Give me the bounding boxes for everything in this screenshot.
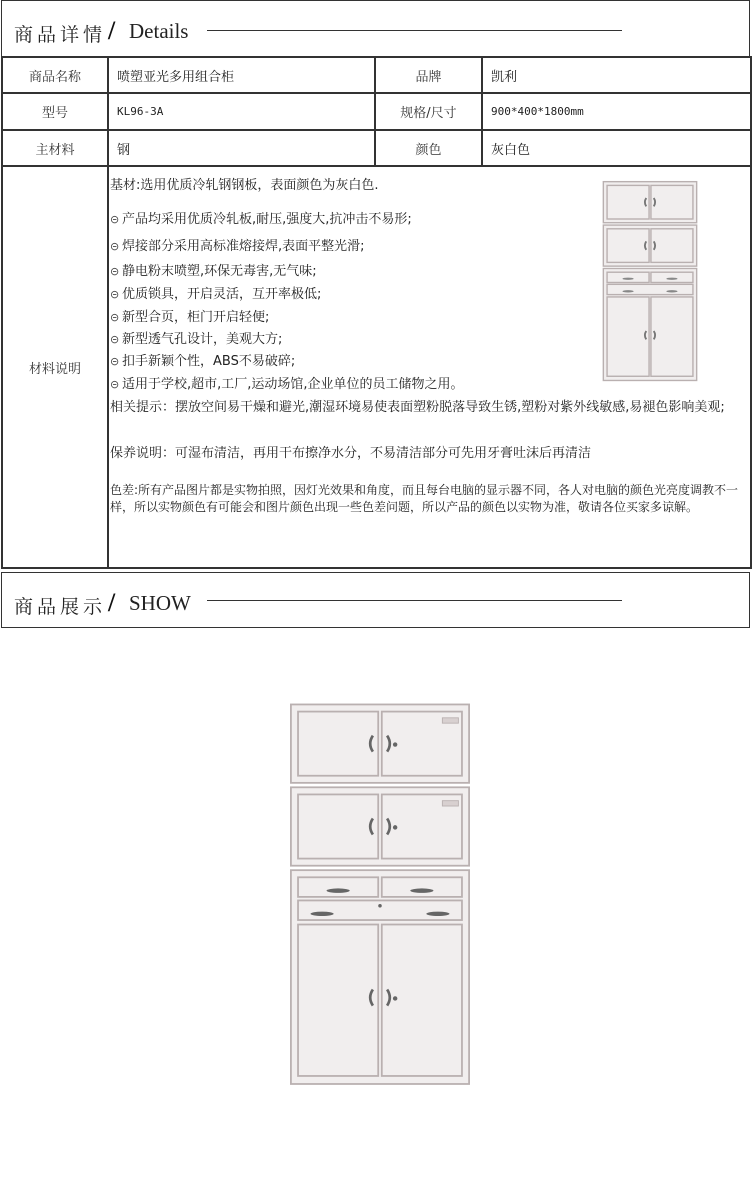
material-description-cell	[108, 166, 751, 568]
spec-table	[1, 56, 752, 569]
show-header-rule	[207, 600, 622, 601]
feature-item: ⊝ 新型合页，柜门开启轻便;	[110, 310, 270, 325]
feature-item: ⊝ 产品均采用优质冷轧板,耐压,强度大,抗冲击不易形;	[110, 212, 412, 227]
bullet-icon: ⊝	[110, 333, 120, 346]
show-section-header	[1, 572, 750, 628]
details-header-rule	[207, 30, 622, 31]
material-label: 材料说明	[2, 166, 108, 568]
feature-item: ⊝ 焊接部分采用高标准熔接焊,表面平整光滑;	[110, 239, 365, 254]
feature-item: ⊝ 优质锁具，开启灵活，互开率极低;	[110, 287, 322, 302]
product-thumbnail-image	[594, 177, 706, 387]
table-row	[2, 166, 751, 568]
spec-label: 品牌	[375, 57, 482, 93]
bullet-icon: ⊝	[110, 265, 120, 278]
spec-label: 型号	[2, 93, 108, 130]
spec-value: KL96-3A	[108, 93, 375, 130]
bullet-icon: ⊝	[110, 240, 120, 253]
tip-text: 相关提示：摆放空间易干燥和避光,潮湿环境易使表面塑粉脱落导致生锈,塑粉对紫外线敏感,易褪色影响美观;	[110, 400, 725, 415]
table-row	[2, 57, 751, 93]
details-title-en: Details	[129, 19, 189, 43]
show-title-cn: 商品展示	[14, 596, 107, 618]
care-text: 保养说明：可湿布清洁，再用干布擦净水分，不易清洁部分可先用牙膏吐沫后再清洁	[110, 446, 592, 461]
spec-label: 规格/尺寸	[375, 93, 482, 130]
bullet-icon: ⊝	[110, 378, 120, 391]
details-title-slash: /	[108, 16, 116, 45]
material-description	[109, 167, 750, 567]
bullet-icon: ⊝	[110, 213, 120, 226]
spec-value: 灰白色	[482, 130, 751, 166]
spec-label: 商品名称	[2, 57, 108, 93]
show-title-en: SHOW	[129, 591, 191, 615]
table-row	[2, 130, 751, 166]
spec-value: 凯利	[482, 57, 751, 93]
show-title-slash: /	[108, 588, 116, 617]
bullet-icon: ⊝	[110, 355, 120, 368]
table-row	[2, 93, 751, 130]
spec-label: 颜色	[375, 130, 482, 166]
material-intro: 基材:选用优质冷轧钢钢板，表面颜色为灰白色.	[110, 178, 379, 193]
details-title-cn: 商品详情	[14, 24, 107, 46]
feature-item: ⊝ 静电粉末喷塑,环保无毒害,无气味;	[110, 264, 317, 279]
bullet-icon: ⊝	[110, 288, 120, 301]
feature-item: ⊝ 新型透气孔设计，美观大方;	[110, 332, 283, 347]
spec-label: 主材料	[2, 130, 108, 166]
feature-item: ⊝ 扣手新颖个性，ABS不易破碎;	[110, 354, 296, 369]
spec-value: 钢	[108, 130, 375, 166]
product-large-image	[258, 700, 502, 1092]
spec-value: 喷塑亚光多用组合柜	[108, 57, 375, 93]
spec-value: 900*400*1800mm	[482, 93, 751, 130]
feature-item: ⊝ 适用于学校,超市,工厂,运动场馆,企业单位的员工储物之用。	[110, 377, 464, 392]
bullet-icon: ⊝	[110, 311, 120, 324]
details-section-header	[1, 0, 750, 57]
color-note-text: 色差:所有产品图片都是实物拍照，因灯光效果和角度，而且每台电脑的显示器不同，各人对电脑的颜色光亮度调教不一样，所以实物颜色有可能会和图片颜色出现一些色差问题，所以产品的颜色以实物为准，敬请各位买家多谅解。	[110, 483, 739, 514]
